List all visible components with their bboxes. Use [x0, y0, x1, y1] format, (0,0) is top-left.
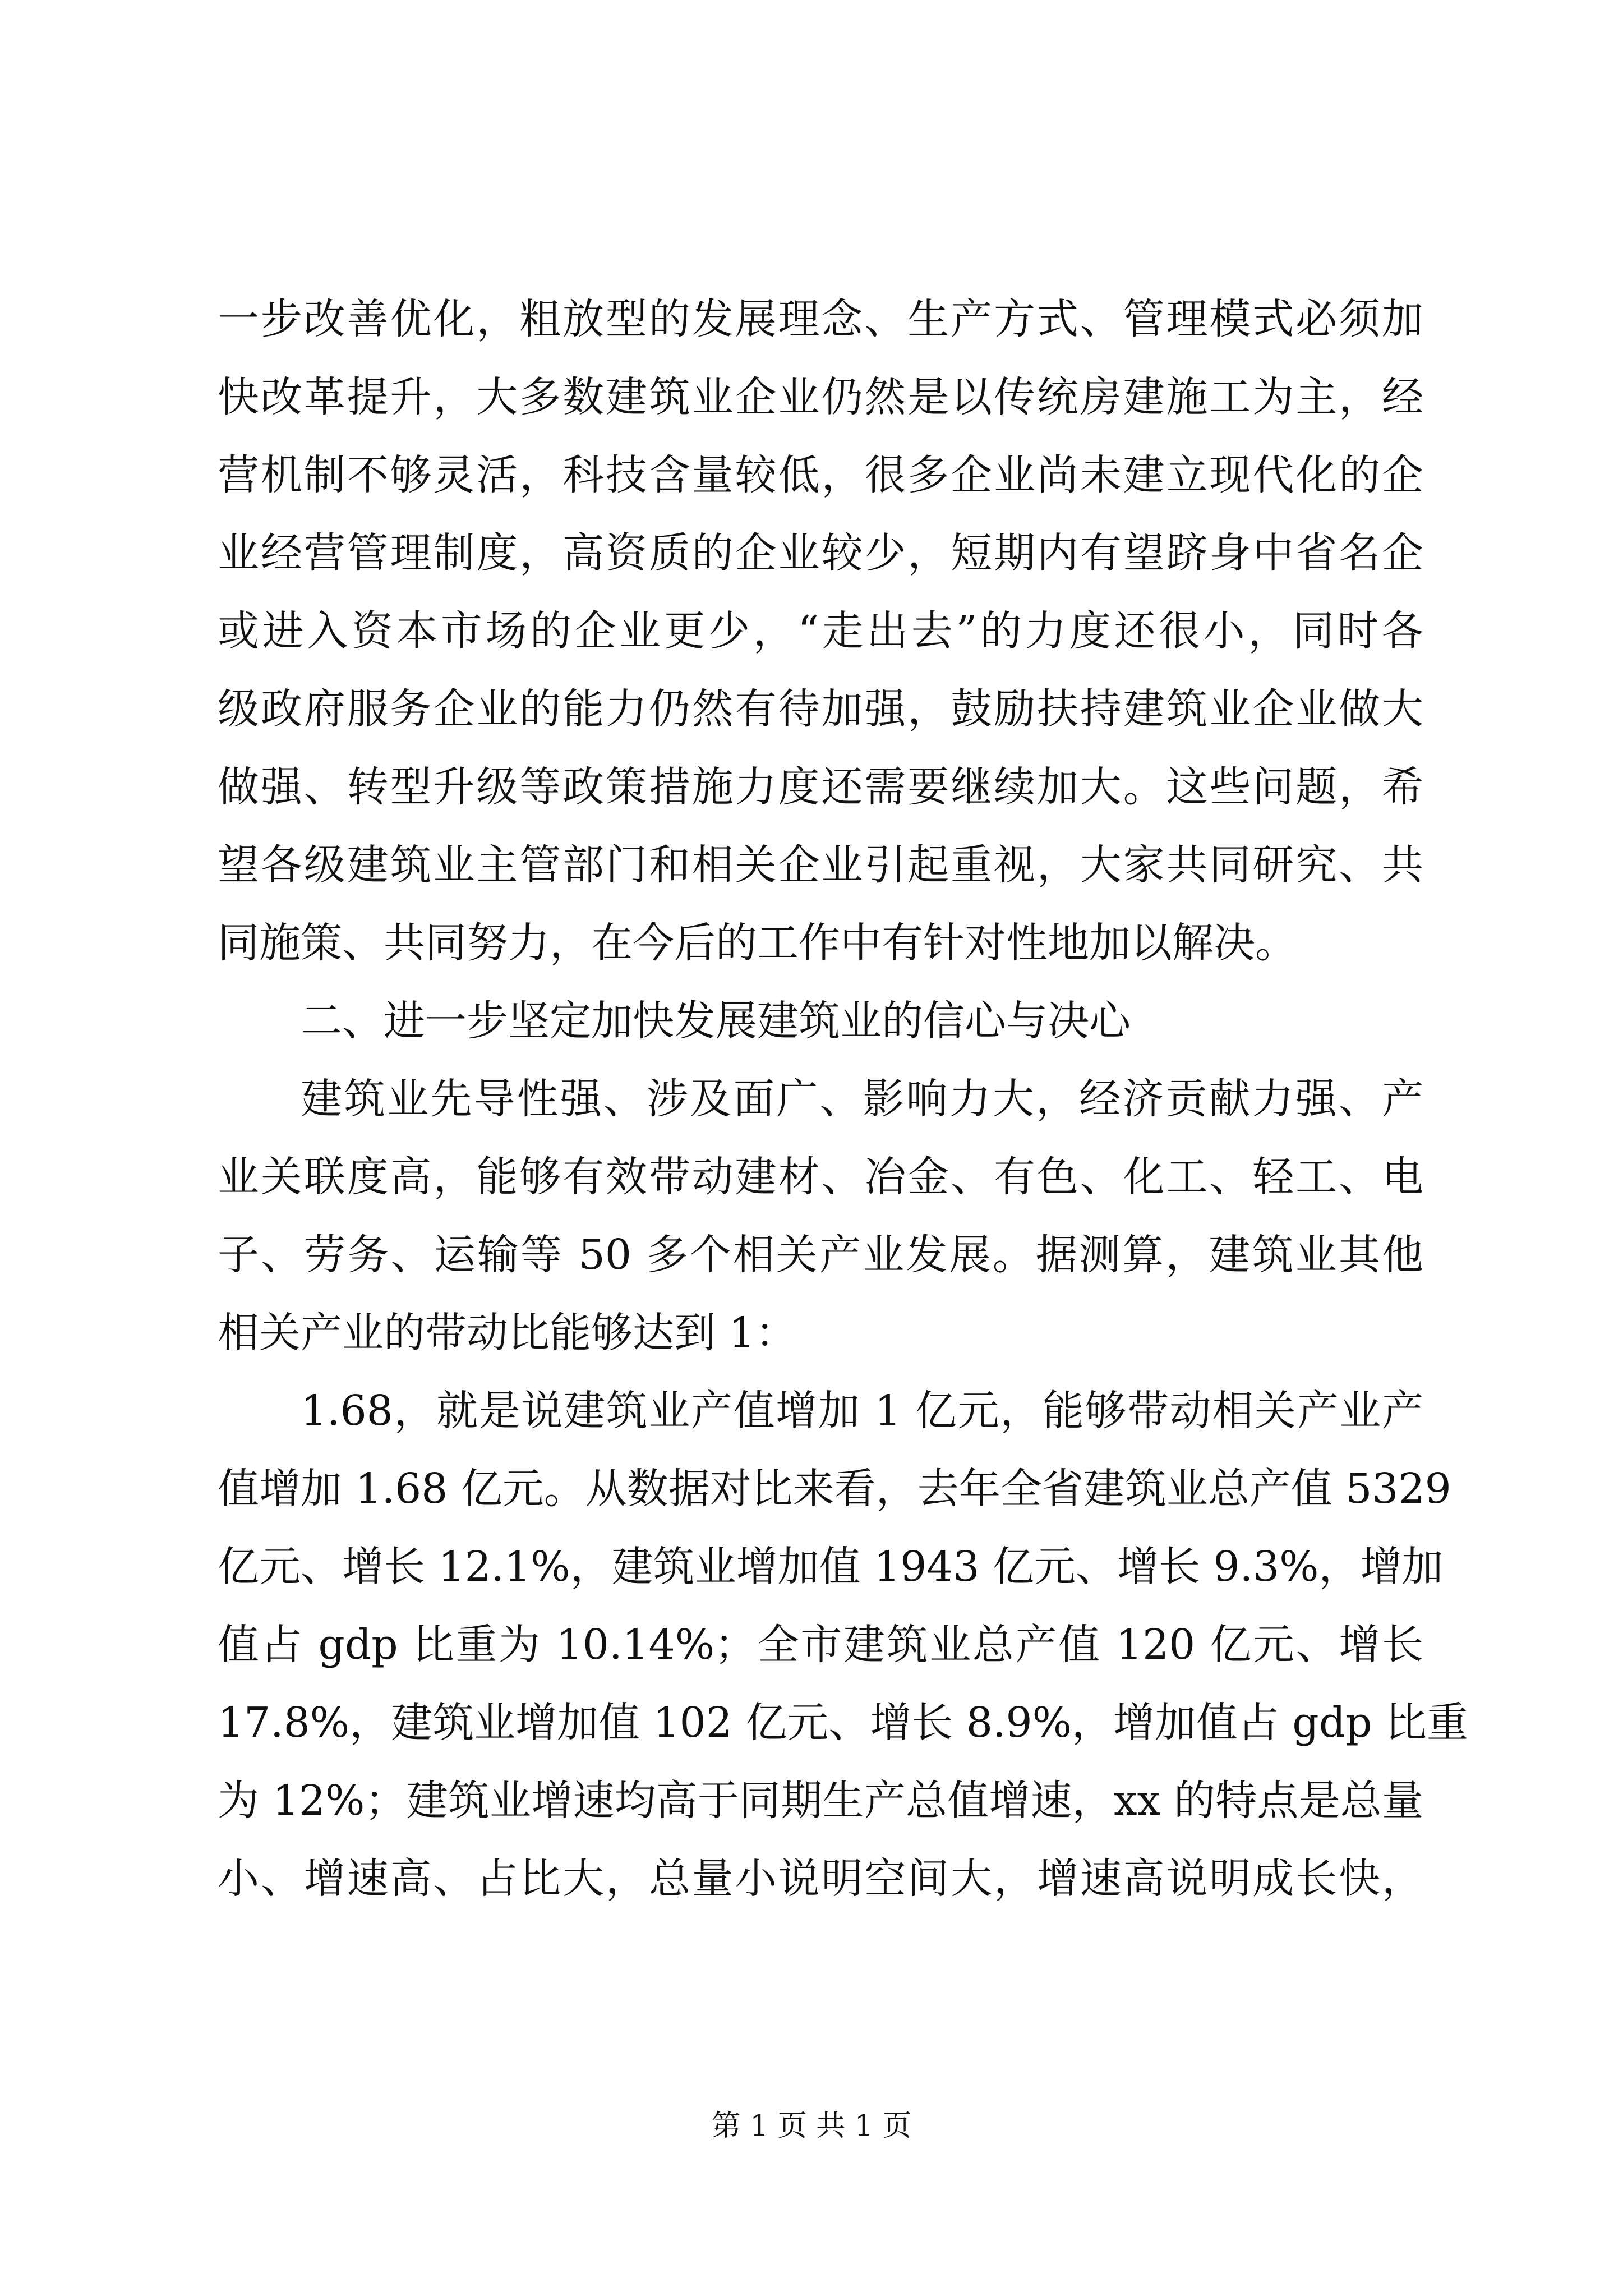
text-line: 望各级建筑业主管部门和相关企业引起重视，大家共同研究、共: [218, 841, 1423, 889]
document-body: [218, 280, 1469, 1918]
text-line: 值增加 1.68 亿元。从数据对比来看，去年全省建筑业总产值 5329: [218, 1465, 1451, 1513]
text-line: 级政府服务企业的能力仍然有待加强，鼓励扶持建筑业企业做大: [218, 685, 1423, 733]
text-line: 亿元、增长 12.1%，建筑业增加值 1943 亿元、增长 9.3%，增加: [218, 1543, 1444, 1591]
section-heading: 二、进一步坚定加快发展建筑业的信心与决心: [301, 997, 1131, 1045]
text-line: 相关产业的带动比能够达到 1：: [218, 1309, 797, 1357]
text-line: 营机制不够灵活，科技含量较低，很多企业尚未建立现代化的企: [218, 451, 1423, 499]
text-line: 一步改善优化，粗放型的发展理念、生产方式、管理模式必须加: [218, 295, 1423, 343]
text-line: 业经营管理制度，高资质的企业较少，短期内有望跻身中省名企: [218, 529, 1423, 577]
text-line: 1.68，就是说建筑业产值增加 1 亿元，能够带动相关产业产: [301, 1387, 1423, 1435]
text-line: 小、增速高、占比大，总量小说明空间大，增速高说明成长快，: [218, 1855, 1423, 1903]
text-line: 或进入资本市场的企业更少，“走出去”的力度还很小，同时各: [218, 607, 1423, 655]
text-line: 子、劳务、运输等 50 多个相关产业发展。据测算，建筑业其他: [218, 1231, 1423, 1279]
text-line: 建筑业先导性强、涉及面广、影响力大，经济贡献力强、产: [301, 1075, 1423, 1123]
text-line: 为 12%；建筑业增速均高于同期生产总值增速，xx 的特点是总量: [218, 1777, 1423, 1825]
text-line: 17.8%，建筑业增加值 102 亿元、增长 8.9%，增加值占 gdp 比重: [218, 1699, 1469, 1747]
text-line: 业关联度高，能够有效带动建材、冶金、有色、化工、轻工、电: [218, 1153, 1423, 1201]
text-line: 做强、转型升级等政策措施力度还需要继续加大。这些问题，希: [218, 763, 1423, 811]
page-footer: 第 1 页 共 1 页: [711, 2109, 912, 2143]
text-line: 同施策、共同努力，在今后的工作中有针对性地加以解决。: [218, 919, 1297, 967]
text-line: 值占 gdp 比重为 10.14%；全市建筑业总产值 120 亿元、增长: [218, 1621, 1423, 1669]
text-line: 快改革提升，大多数建筑业企业仍然是以传统房建施工为主，经: [218, 373, 1423, 421]
